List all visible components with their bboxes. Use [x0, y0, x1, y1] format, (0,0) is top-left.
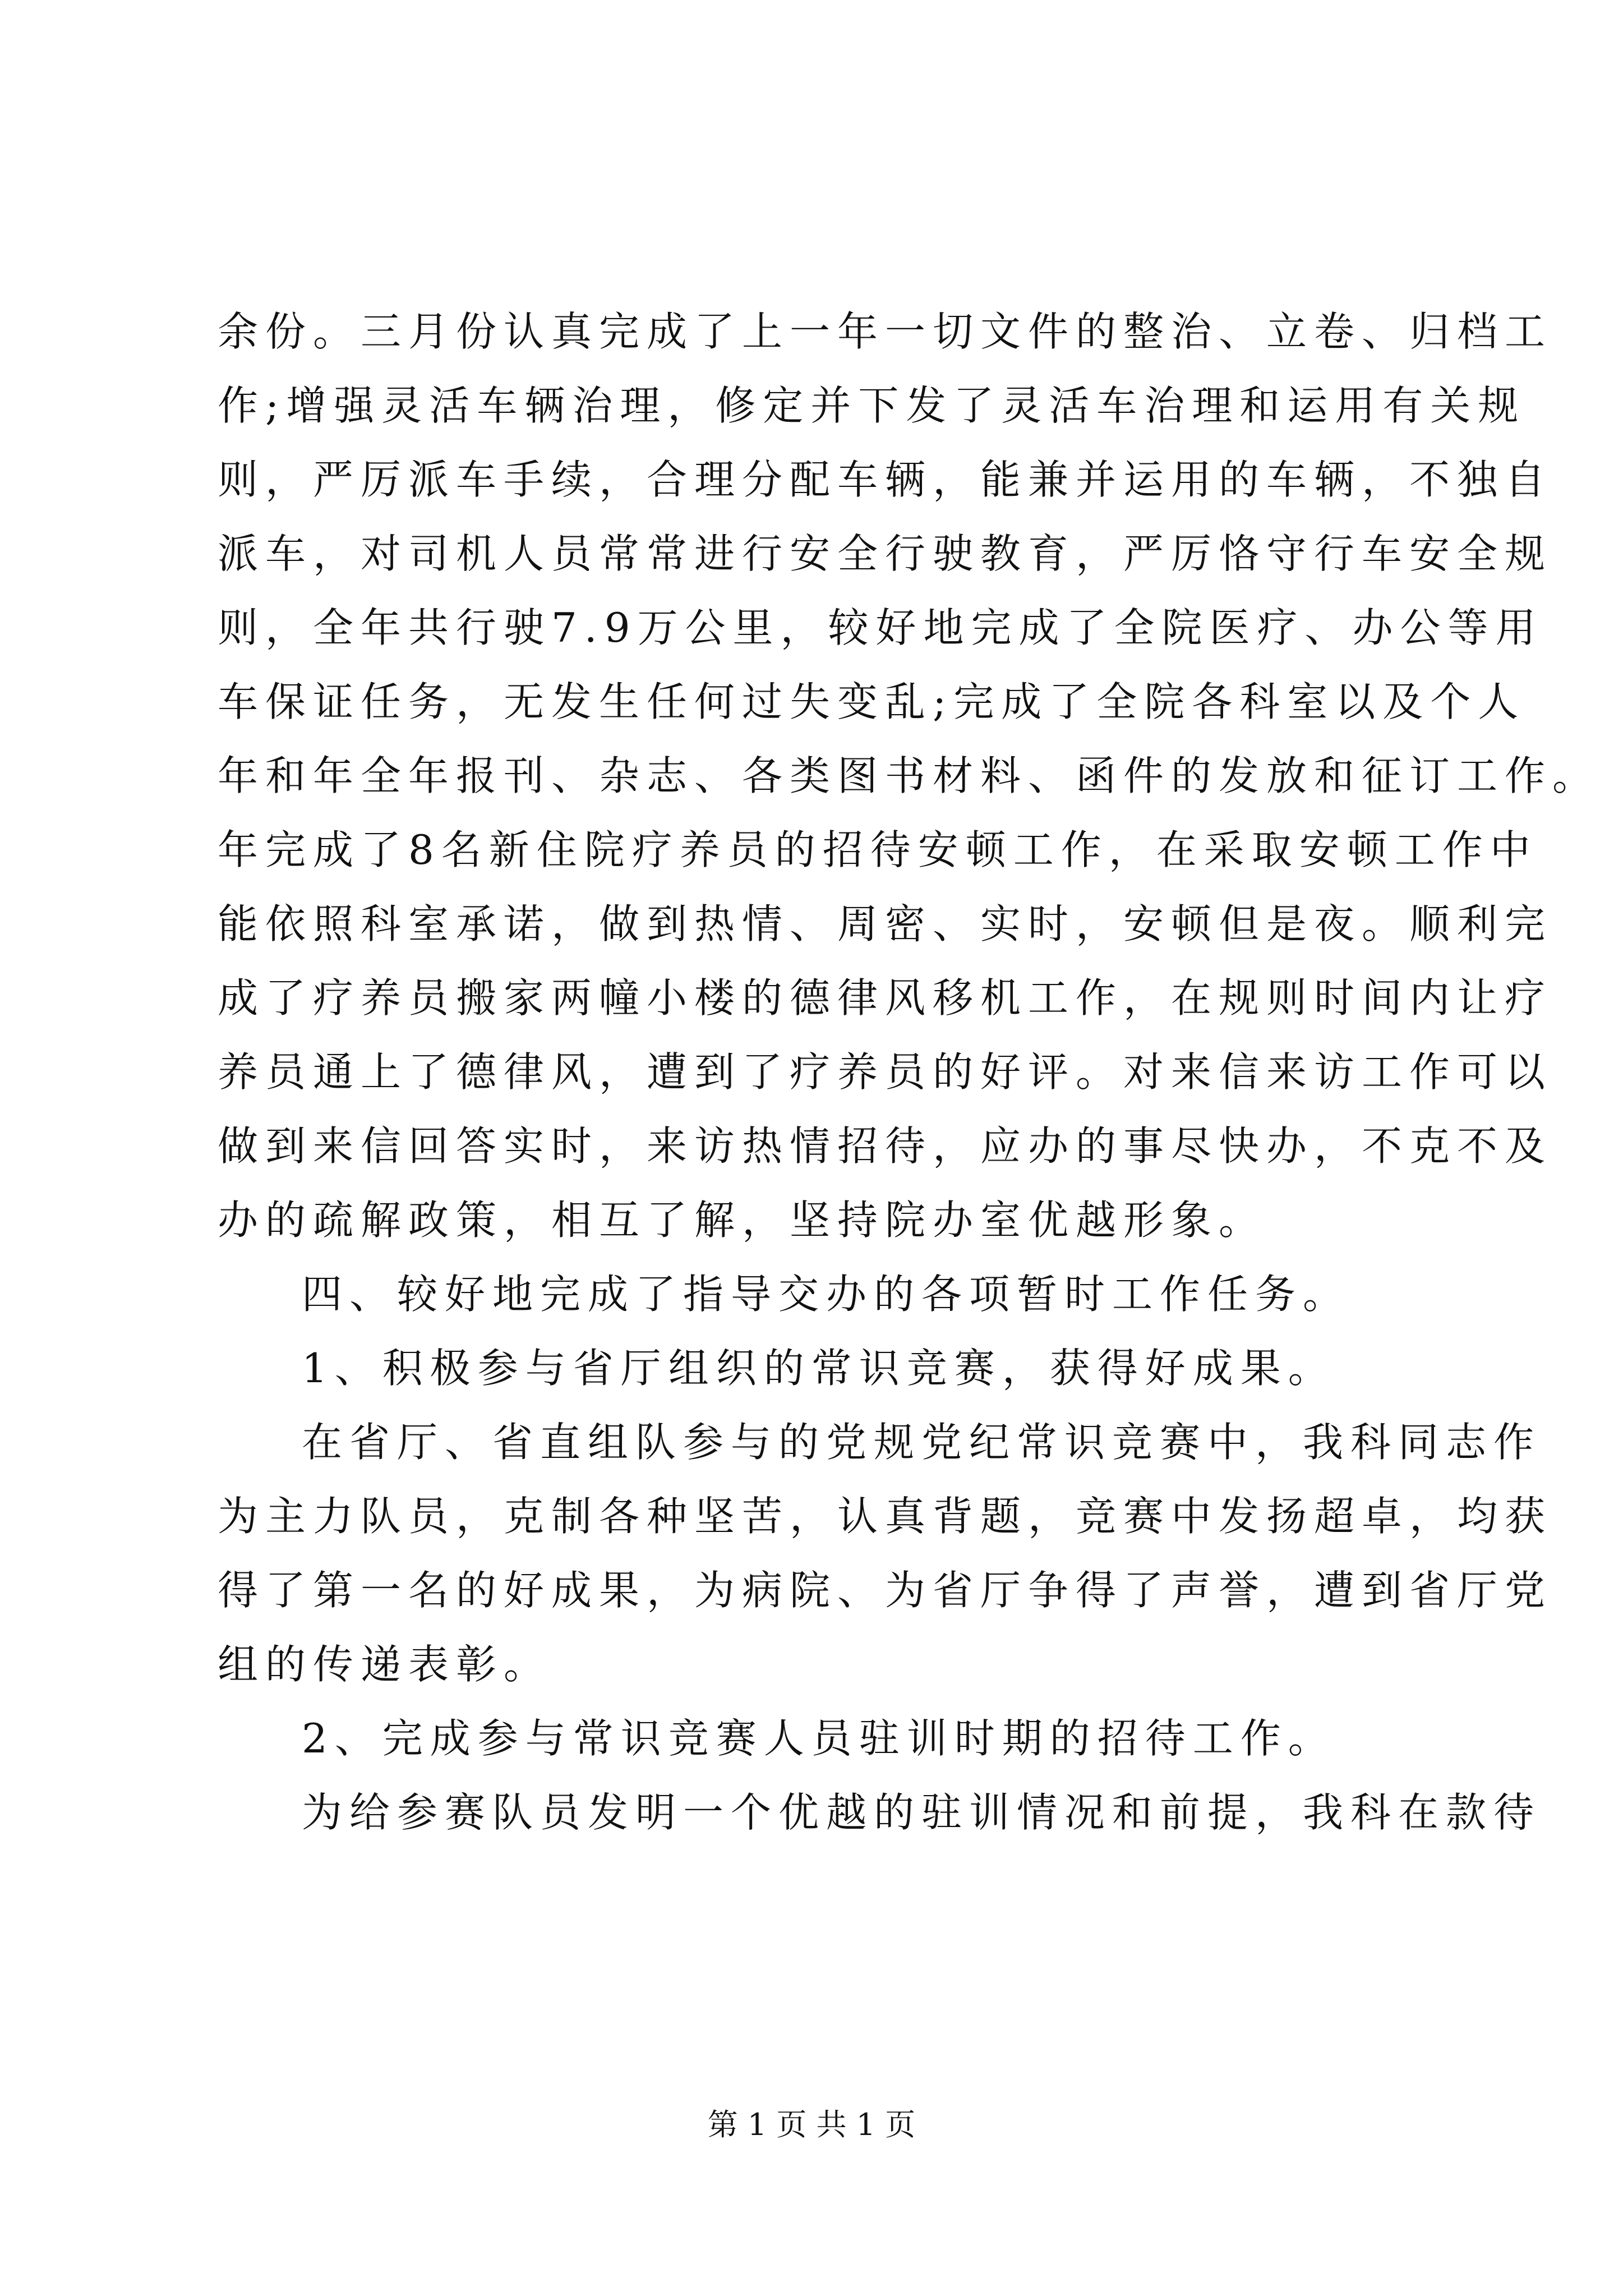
text-line: 为主力队员，克制各种坚苦，认真背题，竞赛中发扬超卓，均获 — [218, 1493, 1553, 1540]
subheading: 1、积极参与省厅组织的常识竞赛，获得好成果。 — [302, 1345, 1336, 1392]
text-line: 余份。三月份认真完成了上一年一切文件的整治、立卷、归档工 — [218, 308, 1553, 355]
section-heading: 四、较好地完成了指导交办的各项暂时工作任务。 — [302, 1271, 1351, 1318]
text-line: 年和年全年报刊、杂志、各类图书材料、函件的发放和征订工作。 — [218, 752, 1601, 799]
text-line: 年完成了8名新住院疗养员的招待安顿工作，在采取安顿工作中 — [218, 826, 1538, 873]
text-line: 能依照科室承诺，做到热情、周密、实时，安顿但是夜。顺利完 — [218, 900, 1553, 947]
text-line: 做到来信回答实时，来访热情招待，应办的事尽快办，不克不及 — [218, 1122, 1553, 1170]
text-line: 组的传递表彰。 — [218, 1641, 552, 1688]
text-line: 成了疗养员搬家两幢小楼的德律风移机工作，在规则时间内让疗 — [218, 974, 1553, 1022]
text-line: 办的疏解政策，相互了解，坚持院办室优越形象。 — [218, 1197, 1267, 1244]
subheading: 2、完成参与常识竞赛人员驻训时期的招待工作。 — [302, 1715, 1336, 1762]
text-line: 派车，对司机人员常常进行安全行驶教育，严厉恪守行车安全规 — [218, 530, 1553, 577]
text-line: 在省厅、省直组队参与的党规党纪常识竞赛中，我科同志作 — [302, 1419, 1542, 1466]
page-footer: 第 1 页 共 1 页 — [707, 2107, 916, 2142]
text-line: 作;增强灵活车辆治理，修定并下发了灵活车治理和运用有关规 — [218, 382, 1526, 429]
text-line: 为给参赛队员发明一个优越的驻训情况和前提，我科在款待 — [302, 1789, 1542, 1836]
text-line: 得了第一名的好成果，为病院、为省厅争得了声誉，遭到省厅党 — [218, 1567, 1553, 1614]
text-line: 则，全年共行驶7.9万公里，较好地完成了全院医疗、办公等用 — [218, 604, 1543, 651]
text-line: 车保证任务，无发生任何过失变乱;完成了全院各科室以及个人 — [218, 678, 1526, 725]
document-body — [218, 295, 1601, 1849]
text-line: 则，严厉派车手续，合理分配车辆，能兼并运用的车辆，不独自 — [218, 456, 1553, 503]
text-line: 养员通上了德律风，遭到了疗养员的好评。对来信来访工作可以 — [218, 1048, 1553, 1096]
